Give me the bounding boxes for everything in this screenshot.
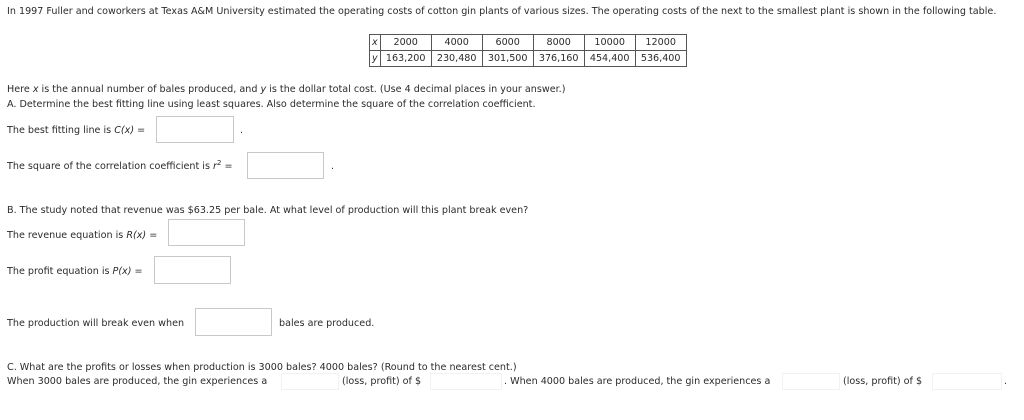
part-b-prompt: B. The study noted that revenue was $63.25 per bale. At what level of production will this plant break even? bbox=[7, 205, 529, 216]
amount-3000-input[interactable] bbox=[430, 373, 502, 390]
r-squared-input[interactable] bbox=[247, 152, 324, 179]
breakeven-suffix: bales are produced. bbox=[279, 318, 375, 329]
table-cell: 8000 bbox=[533, 35, 584, 51]
table-cell: 230,480 bbox=[431, 51, 482, 67]
r-squared-label: The square of the correlation coefficient is $r^2$ = bbox=[7, 159, 233, 172]
part-c-prompt: C. What are the profits or losses when production is 3000 bales? 4000 bales? (Round to the nearest cent.) bbox=[7, 362, 517, 373]
problem-intro: In 1997 Fuller and coworkers at Texas A&M University estimated the operating costs of cotton gin plants of various sizes. The operating costs of the next to the smallest plant is shown in the following table. bbox=[7, 6, 997, 17]
r-squared-period: . bbox=[331, 161, 335, 172]
data-table bbox=[369, 34, 687, 67]
best-fit-label: The best fitting line is C(x) = bbox=[7, 125, 146, 136]
variable-description: Here x is the annual number of bales produced, and y is the dollar total cost. (Use 4 decimal places in your answer.) bbox=[7, 84, 566, 95]
table-cell: 4000 bbox=[431, 35, 482, 51]
loss-profit-3000-select[interactable] bbox=[281, 373, 339, 390]
loss-profit-4000-label: . When 4000 bales are produced, the gin experiences a bbox=[504, 376, 771, 387]
revenue-equation-input[interactable] bbox=[168, 219, 245, 246]
table-cell: 10000 bbox=[584, 35, 635, 51]
final-period: . bbox=[1004, 376, 1008, 387]
table-cell: 454,400 bbox=[584, 51, 635, 67]
breakeven-input[interactable] bbox=[195, 308, 272, 336]
profit-equation-input[interactable] bbox=[154, 256, 231, 284]
table-cell: 163,200 bbox=[380, 51, 431, 67]
revenue-label: The revenue equation is R(x) = bbox=[7, 230, 158, 241]
table-row-x bbox=[370, 35, 687, 51]
table-x-label: x bbox=[370, 35, 381, 51]
amount-4000-input[interactable] bbox=[932, 373, 1002, 390]
table-cell: 2000 bbox=[380, 35, 431, 51]
table-cell: 376,160 bbox=[533, 51, 584, 67]
table-y-label: y bbox=[370, 51, 381, 67]
part-a-prompt: A. Determine the best fitting line using least squares. Also determine the square of the correlation coefficient. bbox=[7, 99, 536, 110]
loss-profit-3000-choice-label: (loss, profit) of $ bbox=[342, 376, 422, 387]
table-cell: 12000 bbox=[635, 35, 686, 51]
loss-profit-3000-label: When 3000 bales are produced, the gin experiences a bbox=[7, 376, 268, 387]
best-fit-line-input[interactable] bbox=[156, 116, 234, 143]
table-cell: 6000 bbox=[482, 35, 533, 51]
breakeven-label: The production will break even when bbox=[7, 318, 185, 329]
profit-label: The profit equation is P(x) = bbox=[7, 266, 143, 277]
loss-profit-4000-select[interactable] bbox=[782, 373, 840, 390]
loss-profit-4000-choice-label: (loss, profit) of $ bbox=[843, 376, 923, 387]
table-cell: 301,500 bbox=[482, 51, 533, 67]
best-fit-period: . bbox=[240, 125, 244, 136]
table-row-y bbox=[370, 51, 687, 67]
table-cell: 536,400 bbox=[635, 51, 686, 67]
